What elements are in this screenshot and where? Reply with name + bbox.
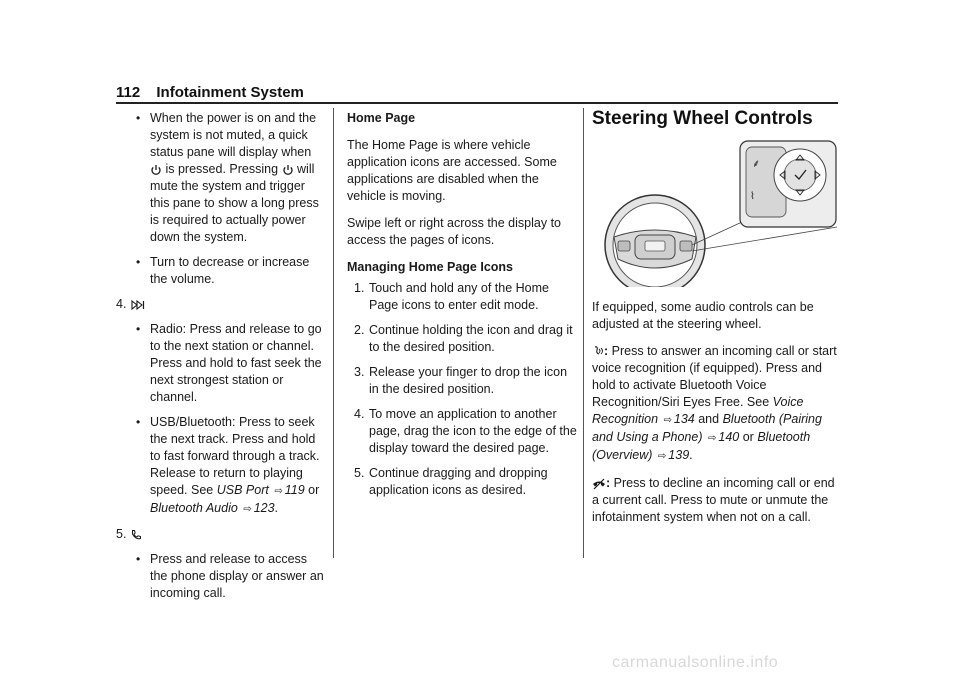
item-4-heading: 4. xyxy=(116,296,324,313)
xref-bluetooth-pairing[interactable]: Bluetooth (Pairing and Using a Phone) xyxy=(592,412,822,444)
steering-wheel-illustration xyxy=(592,137,838,287)
steering-wheel-icon xyxy=(592,137,838,287)
home-page-para-2: Swipe left or right across the display to access the pages of icons. xyxy=(347,216,561,247)
page-ref-icon: ⇨ xyxy=(274,486,283,497)
list-item: • Press and release to access the phone display or answer an incoming call. xyxy=(116,551,324,602)
header-rule xyxy=(116,102,838,104)
seek-forward-icon xyxy=(130,299,146,311)
column-divider-1 xyxy=(333,108,334,558)
power-icon xyxy=(150,164,162,176)
svg-text:⌇: ⌇ xyxy=(750,191,755,202)
page-ref-icon: ⇨ xyxy=(657,451,667,462)
list-item: • When the power is on and the system is not muted, a quick status pane will display when is pressed. Pressing will mute the system and trigger this pane to show a long press is required to actually power down the system. xyxy=(116,110,324,246)
section-title: Infotainment System xyxy=(156,84,304,101)
svg-text:⸙: ⸙ xyxy=(752,157,761,170)
list-item: • USB/Bluetooth: Press to seek the next track. Press and hold to fast forward through a track. Release to return to playing speed. See USB Port ⇨ 119 or Bluetooth Audio ⇨ 123. xyxy=(116,414,324,518)
page-ref-icon: ⇨ xyxy=(243,504,252,515)
home-page-para-1: The Home Page is where vehicle application icons are accessed. Some applications are disabled when the vehicle is moving. xyxy=(347,138,557,203)
phone-icon xyxy=(130,529,142,541)
column-right xyxy=(592,110,838,536)
column-divider-2 xyxy=(583,108,584,558)
column-middle xyxy=(347,110,577,507)
list-item: 1. Touch and hold any of the Home Page icons to enter edit mode. xyxy=(354,281,549,312)
xref-voice-recognition[interactable]: Voice Recognition xyxy=(592,395,804,426)
page-ref-icon: ⇨ xyxy=(707,433,717,444)
page-number: 112 xyxy=(116,84,141,101)
end-call-para: : Press to decline an incoming call or end a current call. Press to mute or unmute the infotainment system when not on a call. xyxy=(592,476,835,524)
home-page-heading: Home Page xyxy=(347,111,416,125)
power-icon xyxy=(282,164,294,176)
watermark: carmanualsonline.info xyxy=(612,654,779,671)
list-item: • Turn to decrease or increase the volume. xyxy=(116,254,324,288)
list-item: • Radio: Press and release to go to the next station or channel. Press and hold to fast seek the next strongest station or channel. xyxy=(116,321,324,406)
voice-recognition-icon xyxy=(592,345,604,358)
intro-para: If equipped, some audio controls can be adjusted at the steering wheel. xyxy=(592,300,814,331)
column-left xyxy=(116,110,324,610)
list-item: 5. Continue dragging and dropping application icons as desired. xyxy=(354,466,548,497)
voice-button-para: : Press to answer an incoming call or start voice recognition (if equipped). Press and hold to activate Bluetooth Voice Recognition/Siri Eyes Free. See Voice Recognition ⇨ 134 and Bluetooth (Pairing and Using a Phone) ⇨ 140 or Bluetooth (Overview) ⇨ 139. xyxy=(592,344,837,462)
page-header xyxy=(116,84,304,101)
managing-icons-heading: Managing Home Page Icons xyxy=(347,260,514,274)
item-5-heading: 5. xyxy=(116,526,324,543)
xref-bluetooth-overview[interactable]: Bluetooth (Overview) xyxy=(592,430,811,462)
xref-bluetooth-audio[interactable]: Bluetooth Audio xyxy=(150,501,238,515)
list-item: 3. Release your finger to drop the icon in the desired position. xyxy=(354,365,568,396)
list-item: 4. To move an application to another page, drag the icon to the edge of the display toward the desired page. xyxy=(354,407,577,455)
list-item: 2. Continue holding the icon and drag it to the desired position. xyxy=(354,323,573,354)
xref-usb-port[interactable]: USB Port xyxy=(216,483,269,497)
page-ref-icon: ⇨ xyxy=(663,415,672,426)
steering-wheel-controls-title: Steering Wheel Controls xyxy=(592,108,813,129)
end-call-icon xyxy=(592,478,606,490)
